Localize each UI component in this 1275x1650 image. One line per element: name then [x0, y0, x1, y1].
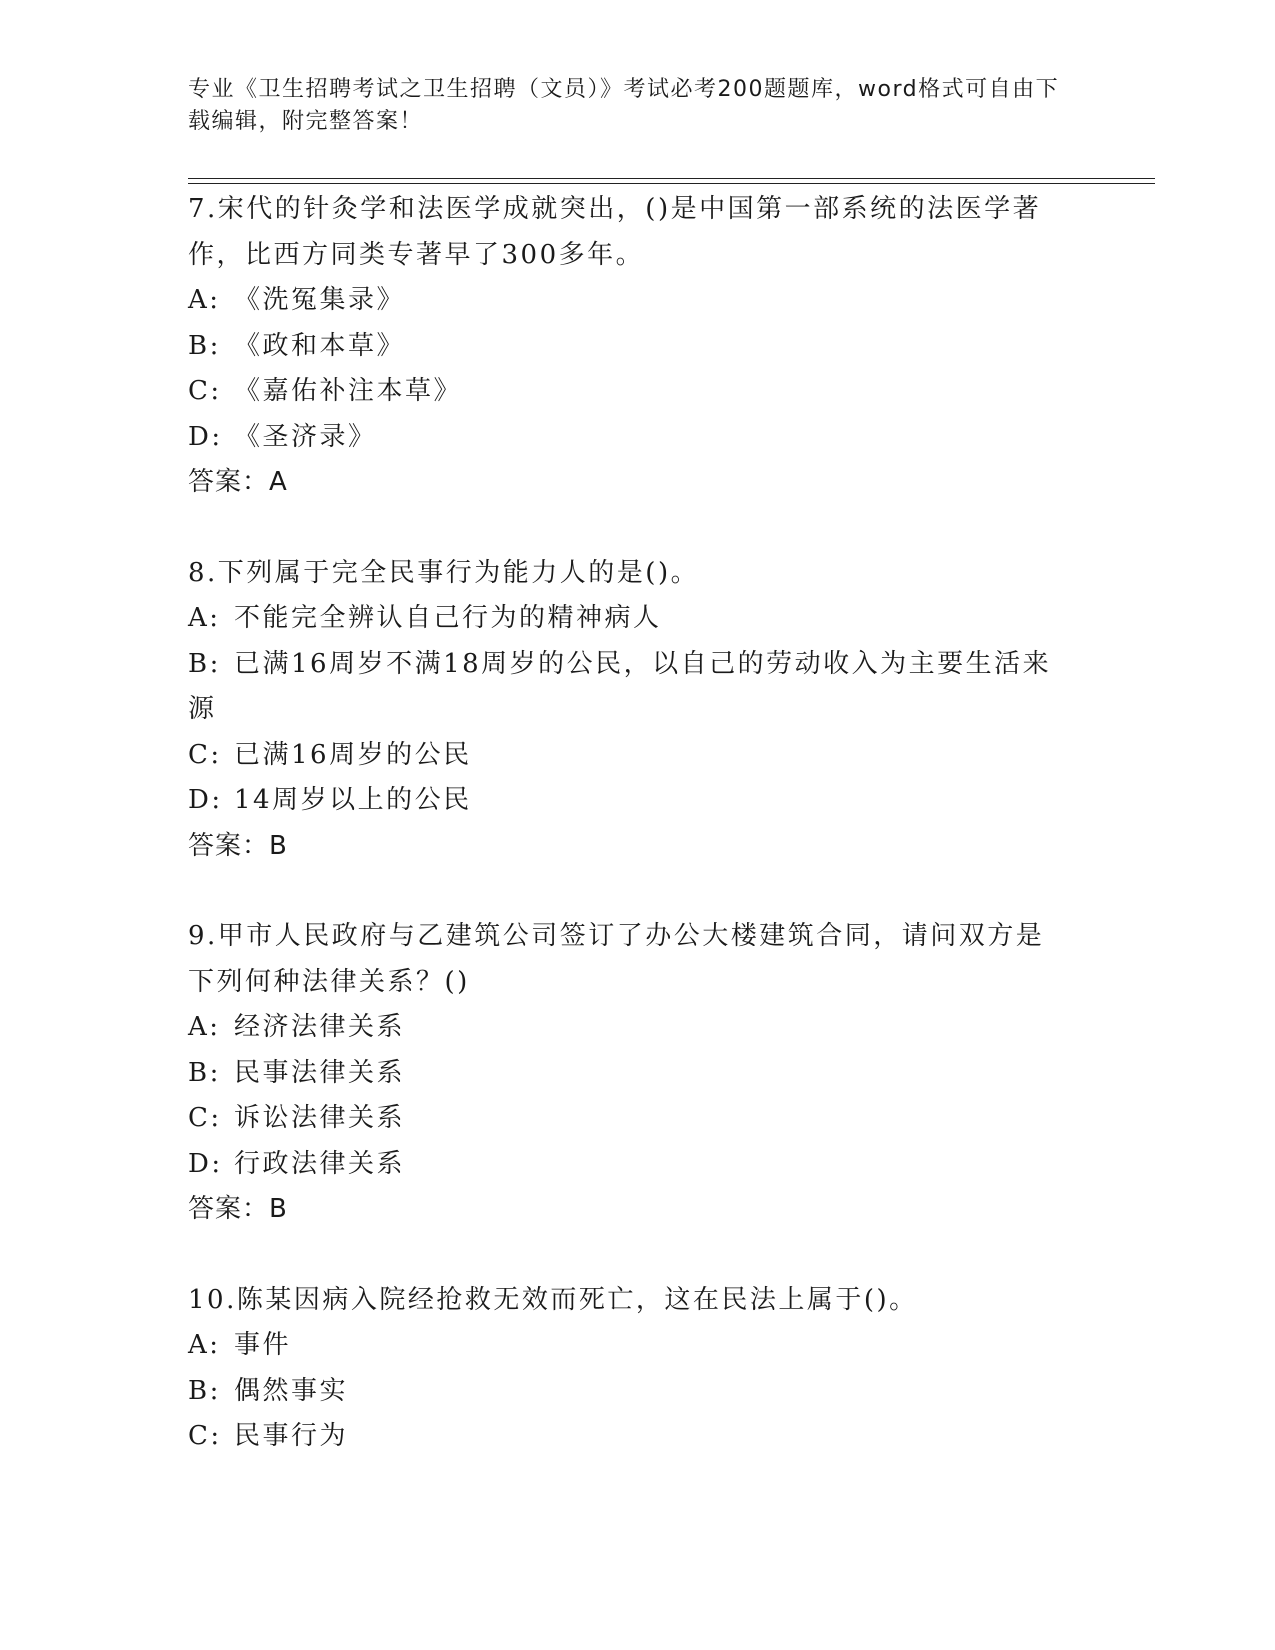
header-divider-top	[188, 178, 1155, 179]
option-text: 民事法律关系	[234, 1057, 406, 1088]
option-c	[188, 1414, 1088, 1460]
question-stem: 9.甲市人民政府与乙建筑公司签订了办公大楼建筑合同，请问双方是下列何种法律关系？()	[188, 921, 1045, 997]
option-text: 事件	[234, 1330, 292, 1360]
document-header: 专业《卫生招聘考试之卫生招聘（文员）》考试必考200题题库，word格式可自由下载编辑，附完整答案！	[188, 77, 1060, 134]
question-stem: 7.宋代的针灸学和法医学成就突出，()是中国第一部系统的法医学著作，比西方同类专著早了300多年。	[188, 194, 1042, 270]
option-a	[188, 278, 1088, 324]
option-d	[188, 1142, 1088, 1188]
option-a	[188, 1323, 1088, 1369]
option-text: 《圣济录》	[234, 421, 377, 452]
option-letter: B:	[188, 1375, 221, 1406]
option-d	[188, 778, 1088, 824]
header-divider-bottom	[188, 183, 1155, 184]
option-text: 不能完全辨认自己行为的精神病人	[234, 603, 662, 633]
option-letter: A:	[188, 1330, 221, 1360]
option-letter: A:	[188, 1012, 221, 1042]
option-letter: C:	[188, 1103, 222, 1133]
option-letter: C:	[188, 739, 222, 770]
option-c	[188, 733, 1088, 779]
question-7	[188, 187, 1088, 506]
option-letter: B:	[188, 648, 221, 679]
option-letter: C:	[188, 376, 222, 406]
question-8	[188, 551, 1088, 870]
option-text: 《政和本草》	[234, 330, 406, 361]
option-text: 已满16周岁的公民	[234, 739, 472, 770]
option-letter: C:	[188, 1421, 222, 1451]
option-letter: A:	[188, 603, 221, 633]
option-b	[188, 324, 1088, 370]
option-text: 诉讼法律关系	[234, 1103, 406, 1133]
option-b	[188, 1369, 1088, 1415]
option-letter: B:	[188, 330, 221, 361]
option-text: 《嘉佑补注本草》	[234, 376, 463, 406]
option-letter: D:	[188, 785, 223, 815]
option-letter: A:	[188, 285, 221, 315]
question-stem: 10.陈某因病入院经抢救无效而死亡，这在民法上属于()。	[188, 1284, 918, 1315]
option-text: 偶然事实	[234, 1375, 349, 1406]
option-c	[188, 1096, 1088, 1142]
question-stem: 8.下列属于完全民事行为能力人的是()。	[188, 557, 700, 588]
option-d	[188, 415, 1088, 461]
option-letter: D:	[188, 421, 223, 452]
option-text: 《洗冤集录》	[234, 285, 406, 315]
option-b	[188, 642, 1068, 733]
option-a	[188, 1005, 1088, 1051]
option-text: 14周岁以上的公民	[234, 785, 472, 815]
answer-line: 答案：B	[188, 830, 288, 861]
option-text: 已满16周岁不满18周岁的公民，以自己的劳动收入为主要生活来源	[188, 648, 1052, 724]
answer-line: 答案：A	[188, 467, 288, 497]
question-9	[188, 914, 1088, 1233]
question-list	[188, 187, 1088, 1505]
option-text: 经济法律关系	[234, 1012, 406, 1042]
option-a	[188, 596, 1088, 642]
option-b	[188, 1051, 1088, 1097]
option-letter: B:	[188, 1057, 221, 1088]
answer-line: 答案：B	[188, 1194, 288, 1224]
option-text: 民事行为	[234, 1421, 349, 1451]
question-10	[188, 1278, 1088, 1460]
option-c	[188, 369, 1088, 415]
option-text: 行政法律关系	[234, 1148, 406, 1179]
option-letter: D:	[188, 1148, 223, 1179]
